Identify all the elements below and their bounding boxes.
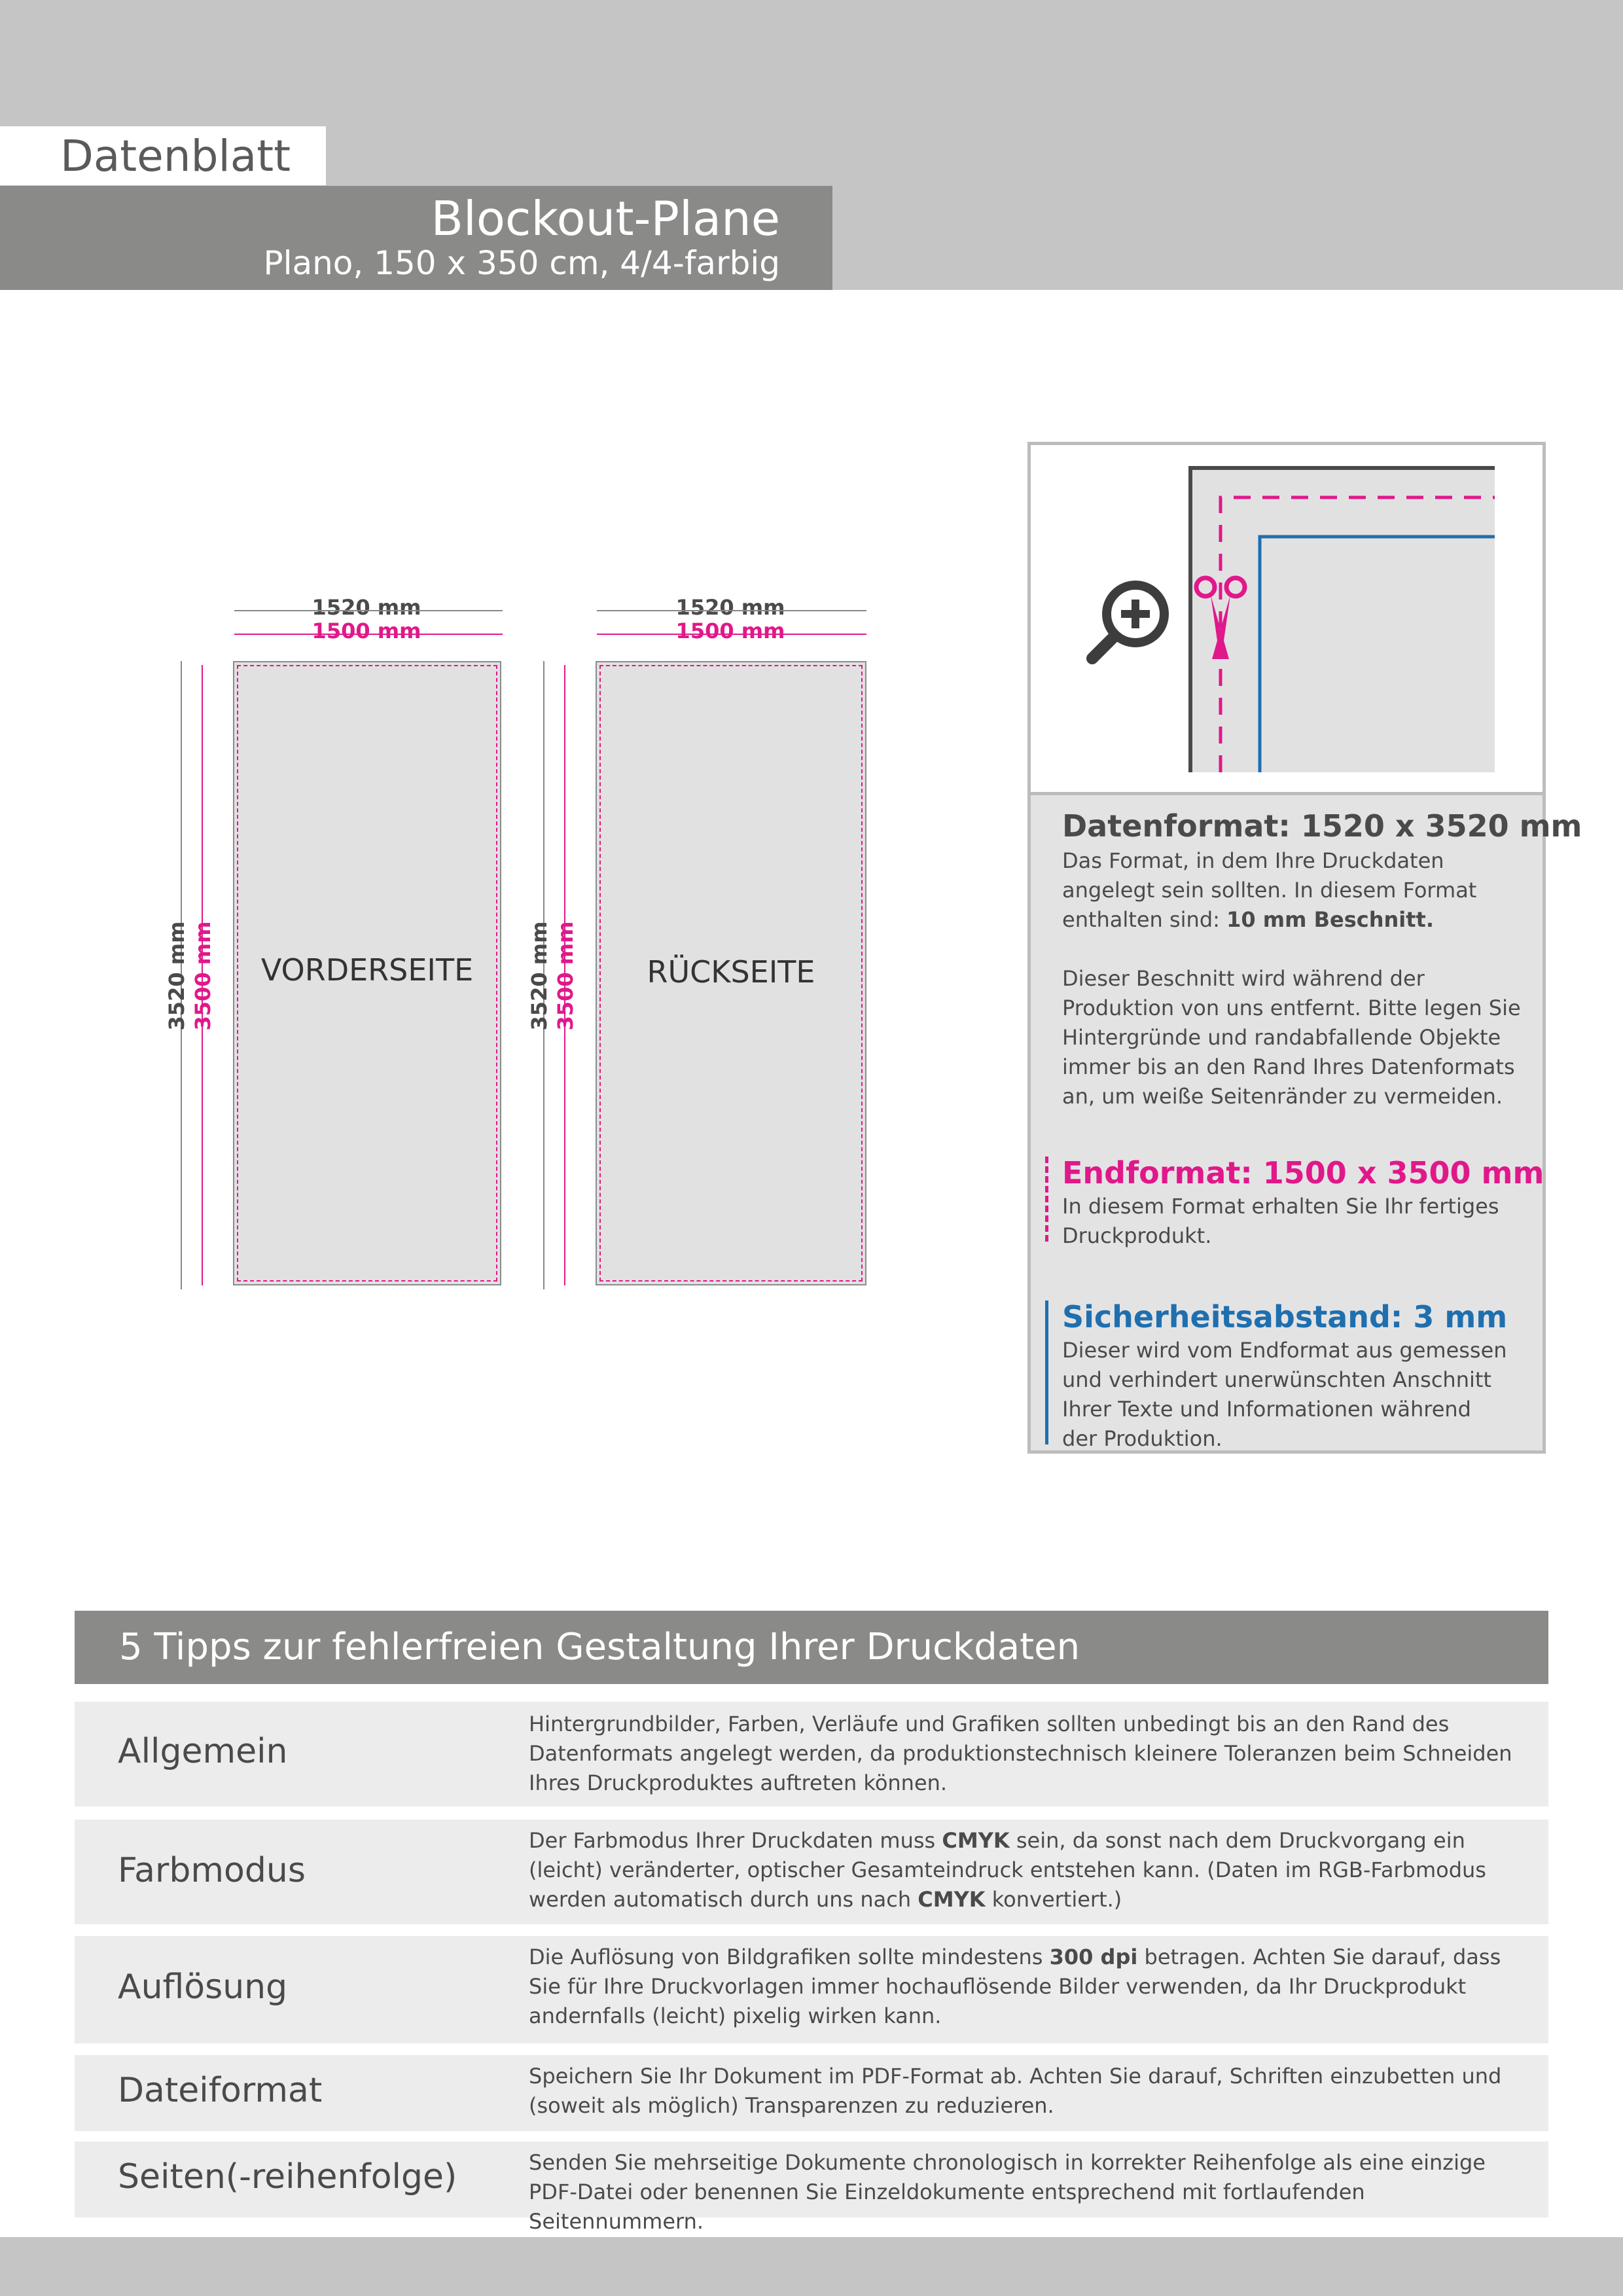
tip-label: Dateiformat bbox=[118, 2071, 323, 2110]
tip-label: Auflösung bbox=[118, 1967, 288, 2007]
datasheet-label: Datenblatt bbox=[60, 131, 291, 181]
front-width-inner-line bbox=[234, 634, 503, 635]
front-width-inner: 1500 mm bbox=[312, 619, 421, 643]
endformat-heading: Endformat: 1500 x 3500 mm bbox=[1062, 1155, 1544, 1191]
back-width-outer-line bbox=[597, 610, 866, 611]
datenformat-text bbox=[1062, 846, 1514, 935]
tip-text-bold: 300 dpi bbox=[1049, 1945, 1138, 1969]
scissors-icon bbox=[1191, 573, 1250, 664]
tips-title: 5 Tipps zur fehlerfreien Gestaltung Ihrer Druckdaten bbox=[119, 1626, 1080, 1668]
tip-text: Hintergrundbilder, Farben, Verläufe und Grafiken sollten unbedingt bis an den Rand des Datenformats angelegt werden, da produktionstechnisch kleinere Toleranzen beim Schneiden Ihres Druckproduktes auftreten können. bbox=[529, 1712, 1512, 1795]
tip-row-farbmodus bbox=[75, 1820, 1548, 1924]
tip-text-part: konvertiert.) bbox=[985, 1887, 1122, 1912]
tip-label: Farbmodus bbox=[118, 1851, 306, 1890]
tip-row-dateiformat bbox=[75, 2055, 1548, 2131]
back-height-outer: 3520 mm bbox=[527, 921, 552, 1031]
tip-text bbox=[529, 1943, 1530, 2031]
tip-text-part: betragen. Achten Sie darauf, dass Sie für Ihre Druckvorlagen immer hochauflösende Bilder verwenden, da Ihr Druckprodukt andernfalls (leicht) pixelig wirken kann. bbox=[529, 1945, 1501, 2028]
tip-label: Allgemein bbox=[118, 1732, 288, 1771]
tips-header bbox=[75, 1611, 1548, 1684]
front-width-outer-line bbox=[234, 610, 503, 611]
datenformat-heading: Datenformat: 1520 x 3520 mm bbox=[1062, 808, 1582, 844]
tip-text bbox=[529, 1826, 1530, 1914]
beschnitt-text: Dieser Beschnitt wird während der Produktion von uns entfernt. Bitte legen Sie Hintergründe und randabfallende Objekte immer bis an den Rand Ihres Datenformats an, um weiße Seitenränder zu vermeiden. bbox=[1062, 966, 1521, 1109]
front-label: VORDERSEITE bbox=[260, 952, 474, 988]
datenformat-text-a: Das Format, in dem Ihre Druckdaten angelegt sein sollten. In diesem Format enthalten sind: bbox=[1062, 848, 1477, 932]
tip-text-part: sein, da sonst nach dem Druckvorgang ein (leicht) veränderter, optischer Gesamteindruck entstehen kann. (Daten im RGB-Farbmodus werden automatisch durch uns nach bbox=[529, 1828, 1486, 1912]
tip-text: Senden Sie mehrseitige Dokumente chronologisch in korrekter Reihenfolge als eine einzige PDF-Datei oder benennen Sie Einzeldokumente entsprechend mit fortlaufenden Seitennummern. bbox=[529, 2150, 1486, 2234]
tip-text-part: Die Auflösung von Bildgrafiken sollte mindestens bbox=[529, 1945, 1050, 1969]
tip-row-seiten bbox=[75, 2142, 1548, 2234]
back-width-inner-line bbox=[597, 634, 866, 635]
front-height-inner: 3500 mm bbox=[190, 921, 215, 1031]
zoom-in-icon bbox=[1083, 576, 1175, 668]
tip-row-allgemein bbox=[75, 1702, 1548, 1806]
sicherheitsabstand-heading: Sicherheitsabstand: 3 mm bbox=[1062, 1299, 1508, 1335]
info-text-area bbox=[1031, 795, 1582, 1451]
tip-text-bold: CMYK bbox=[918, 1887, 986, 1912]
front-width-outer: 1520 mm bbox=[312, 595, 421, 620]
sicherheitsabstand-text: Dieser wird vom Endformat aus gemessen und verhindert unerwünschten Anschnitt Ihrer Texte und Informationen während der Produktion. bbox=[1062, 1338, 1507, 1451]
back-width-outer: 1520 mm bbox=[675, 595, 785, 620]
front-height-outer: 3520 mm bbox=[164, 921, 189, 1031]
corner-illustration bbox=[1031, 445, 1543, 795]
product-title: Blockout-Plane bbox=[431, 191, 780, 246]
back-width-inner: 1500 mm bbox=[675, 619, 785, 643]
tip-text-bold: CMYK bbox=[942, 1828, 1010, 1853]
endformat-marker bbox=[1045, 1157, 1048, 1242]
endformat-text: In diesem Format erhalten Sie Ihr fertiges Druckprodukt. bbox=[1062, 1194, 1499, 1248]
back-height-inner: 3500 mm bbox=[553, 921, 578, 1031]
product-subtitle: Plano, 150 x 350 cm, 4/4-farbig bbox=[263, 244, 780, 282]
footer-band bbox=[0, 2237, 1623, 2296]
datenformat-text-bold: 10 mm Beschnitt. bbox=[1226, 907, 1434, 932]
info-box bbox=[1027, 442, 1582, 1454]
tip-row-aufloesung bbox=[75, 1936, 1548, 2043]
tip-label: Seiten(-reihenfolge) bbox=[118, 2157, 457, 2197]
sicherheitsabstand-marker bbox=[1045, 1300, 1048, 1444]
back-label: RÜCKSEITE bbox=[647, 954, 815, 990]
tip-text: Speichern Sie Ihr Dokument im PDF-Format ab. Achten Sie darauf, Schriften einzubetten und (soweit als möglich) Transparenzen zu reduzieren. bbox=[529, 2064, 1502, 2118]
tip-text-part: Der Farbmodus Ihrer Druckdaten muss bbox=[529, 1828, 942, 1853]
title-box bbox=[0, 186, 832, 290]
